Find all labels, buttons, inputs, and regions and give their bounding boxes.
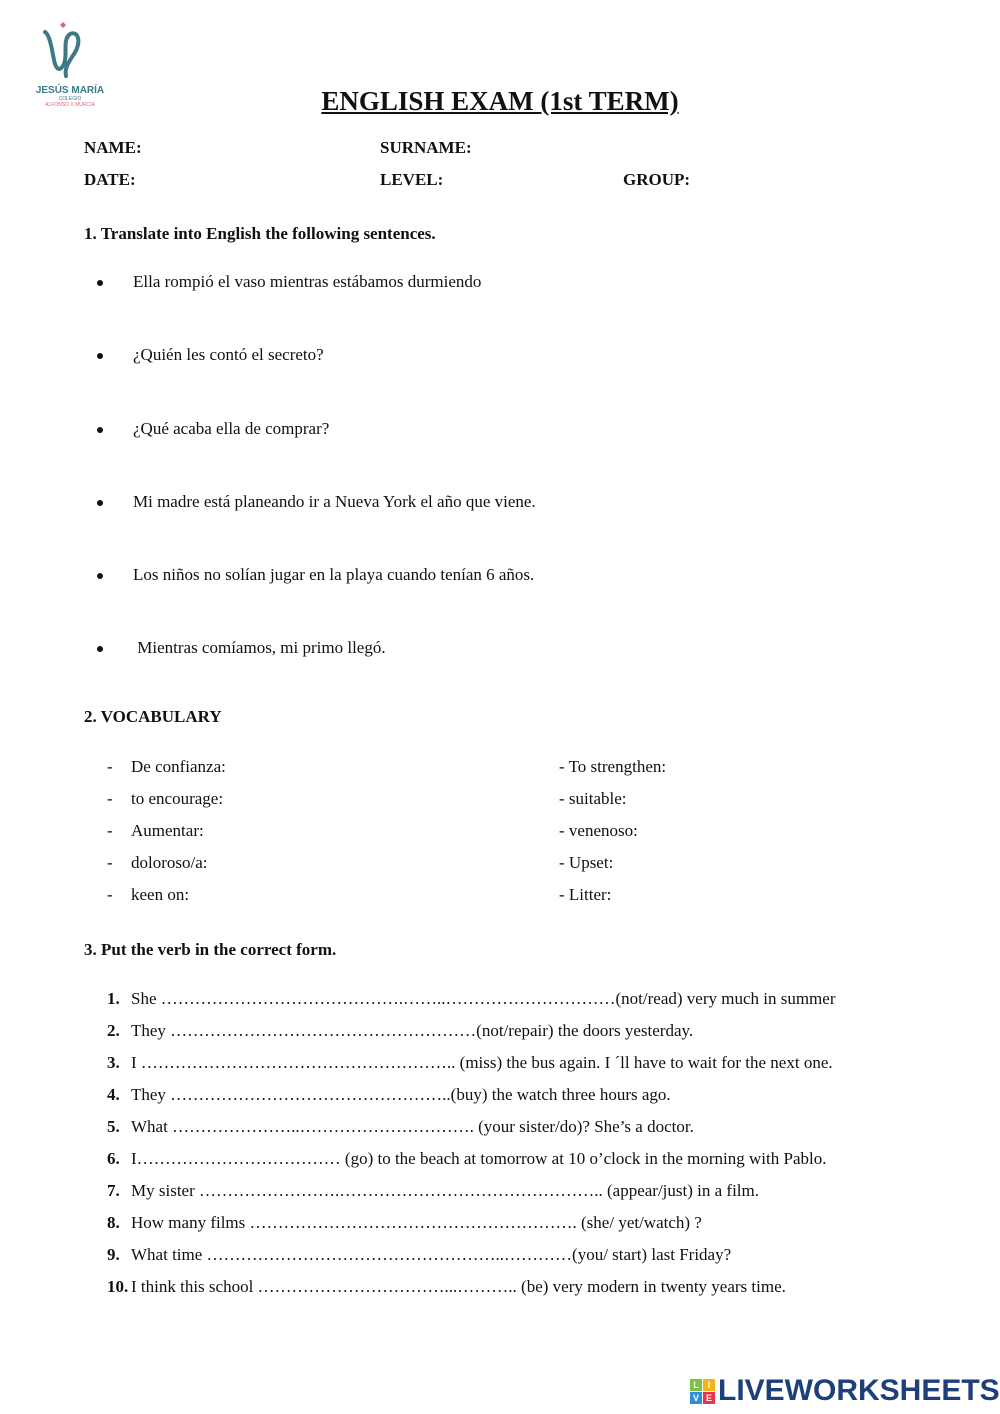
item-text: What time ……………………………………………..…………(you/ start) last Friday? — [131, 1245, 732, 1264]
vocab-term: De confianza: — [131, 757, 226, 776]
logo-subtext: COLEGIO — [58, 96, 82, 102]
logo-letter: V — [690, 1392, 702, 1404]
sentence-text: ¿Quién les contó el secreto? — [133, 345, 324, 364]
item-number: 8. — [107, 1213, 120, 1232]
list-item — [107, 1277, 786, 1297]
sentence-text: Mientras comíamos, mi primo llegó. — [133, 638, 386, 657]
item-text: My sister …………………….……………………………………….. (appear/just) in a film. — [131, 1181, 760, 1200]
list-item — [97, 345, 324, 365]
name-label: NAME: — [84, 138, 142, 157]
sentence-text: Ella rompió el vaso mientras estábamos durmiendo — [133, 272, 482, 291]
item-text: How many films …………………………………………………. (she/ yet/watch) ? — [131, 1213, 702, 1232]
list-item — [107, 1149, 826, 1169]
vocab-dash: - — [107, 885, 113, 904]
logo-letter: E — [703, 1392, 715, 1404]
item-number: 1. — [107, 989, 120, 1008]
logo-letter: L — [690, 1379, 702, 1391]
list-item — [107, 989, 836, 1009]
item-number: 9. — [107, 1245, 120, 1264]
item-number: 5. — [107, 1117, 120, 1136]
list-item — [97, 419, 329, 439]
logo-text: JESÚS MARÍA — [35, 85, 105, 96]
list-item — [107, 1085, 671, 1105]
item-number: 2. — [107, 1021, 120, 1040]
item-text: They ………………………………………………(not/repair) the doors yesterday. — [131, 1021, 694, 1040]
list-item — [107, 1021, 693, 1041]
logo-letter: I — [703, 1379, 715, 1391]
vocab-term: keen on: — [131, 885, 190, 904]
surname-label: SURNAME: — [380, 138, 472, 157]
group-label: GROUP: — [623, 170, 691, 189]
vocab-term: - suitable: — [559, 789, 627, 808]
list-item — [97, 565, 534, 585]
item-number: 7. — [107, 1181, 120, 1200]
list-item — [107, 1181, 759, 1201]
section3-heading: 3. Put the verb in the correct form. — [84, 940, 337, 959]
section2-heading: 2. VOCABULARY — [84, 707, 222, 726]
vocab-term: to encourage: — [131, 789, 224, 808]
list-item — [97, 638, 386, 658]
vocab-term: doloroso/a: — [131, 853, 208, 872]
level-label: LEVEL: — [380, 170, 444, 189]
item-text: What …………………..…………………………. (your sister/do)? She’s a doctor. — [131, 1117, 694, 1136]
vocab-term: - Upset: — [559, 853, 614, 872]
watermark-text: LIVEWORKSHEETS — [718, 1374, 1000, 1407]
item-number: 6. — [107, 1149, 120, 1168]
list-item — [107, 1245, 731, 1265]
item-number: 4. — [107, 1085, 120, 1104]
section1-heading: 1. Translate into English the following sentences. — [84, 224, 436, 243]
vocab-term: Aumentar: — [131, 821, 204, 840]
sentence-text: Los niños no solían jugar en la playa cuando tenían 6 años. — [133, 565, 535, 584]
item-text: They …………………………………………..(buy) the watch three hours ago. — [131, 1085, 671, 1104]
list-item — [107, 1053, 833, 1073]
list-item — [107, 1213, 702, 1233]
liveworksheets-watermark — [690, 1374, 1000, 1408]
list-item — [97, 492, 536, 512]
page-title: ENGLISH EXAM (1st TERM) — [321, 86, 679, 116]
item-text: I think this school ……………………………...……….. (be) very modern in twenty years time. — [131, 1277, 786, 1296]
sentence-text: ¿Qué acaba ella de comprar? — [133, 419, 330, 438]
liveworksheets-logo-icon — [690, 1379, 715, 1404]
vocab-term: - To strengthen: — [559, 757, 667, 776]
item-text: I ……………………………………………….. (miss) the bus again. I ´ll have to wait for the next one. — [131, 1053, 833, 1072]
vocab-dash: - — [107, 821, 113, 840]
sentence-text: Mi madre está planeando ir a Nueva York el año que viene. — [133, 492, 536, 511]
vocab-term: - venenoso: — [559, 821, 638, 840]
vocab-dash: - — [107, 853, 113, 872]
logo-subtext-2: ALFONSO X MURCIA — [45, 102, 95, 108]
vocab-dash: - — [107, 757, 113, 776]
vocab-term: - Litter: — [559, 885, 612, 904]
list-item — [97, 272, 481, 292]
school-logo-icon — [30, 20, 110, 80]
item-number: 3. — [107, 1053, 120, 1072]
list-item — [107, 1117, 694, 1137]
vocab-dash: - — [107, 789, 113, 808]
item-number: 10. — [107, 1277, 129, 1296]
date-label: DATE: — [84, 170, 136, 189]
item-text: I……………………………… (go) to the beach at tomorrow at 10 o’clock in the morning with Pablo. — [131, 1149, 827, 1168]
item-text: She …………………………………….……..…………………………(not/read) very much in summer — [131, 989, 836, 1008]
